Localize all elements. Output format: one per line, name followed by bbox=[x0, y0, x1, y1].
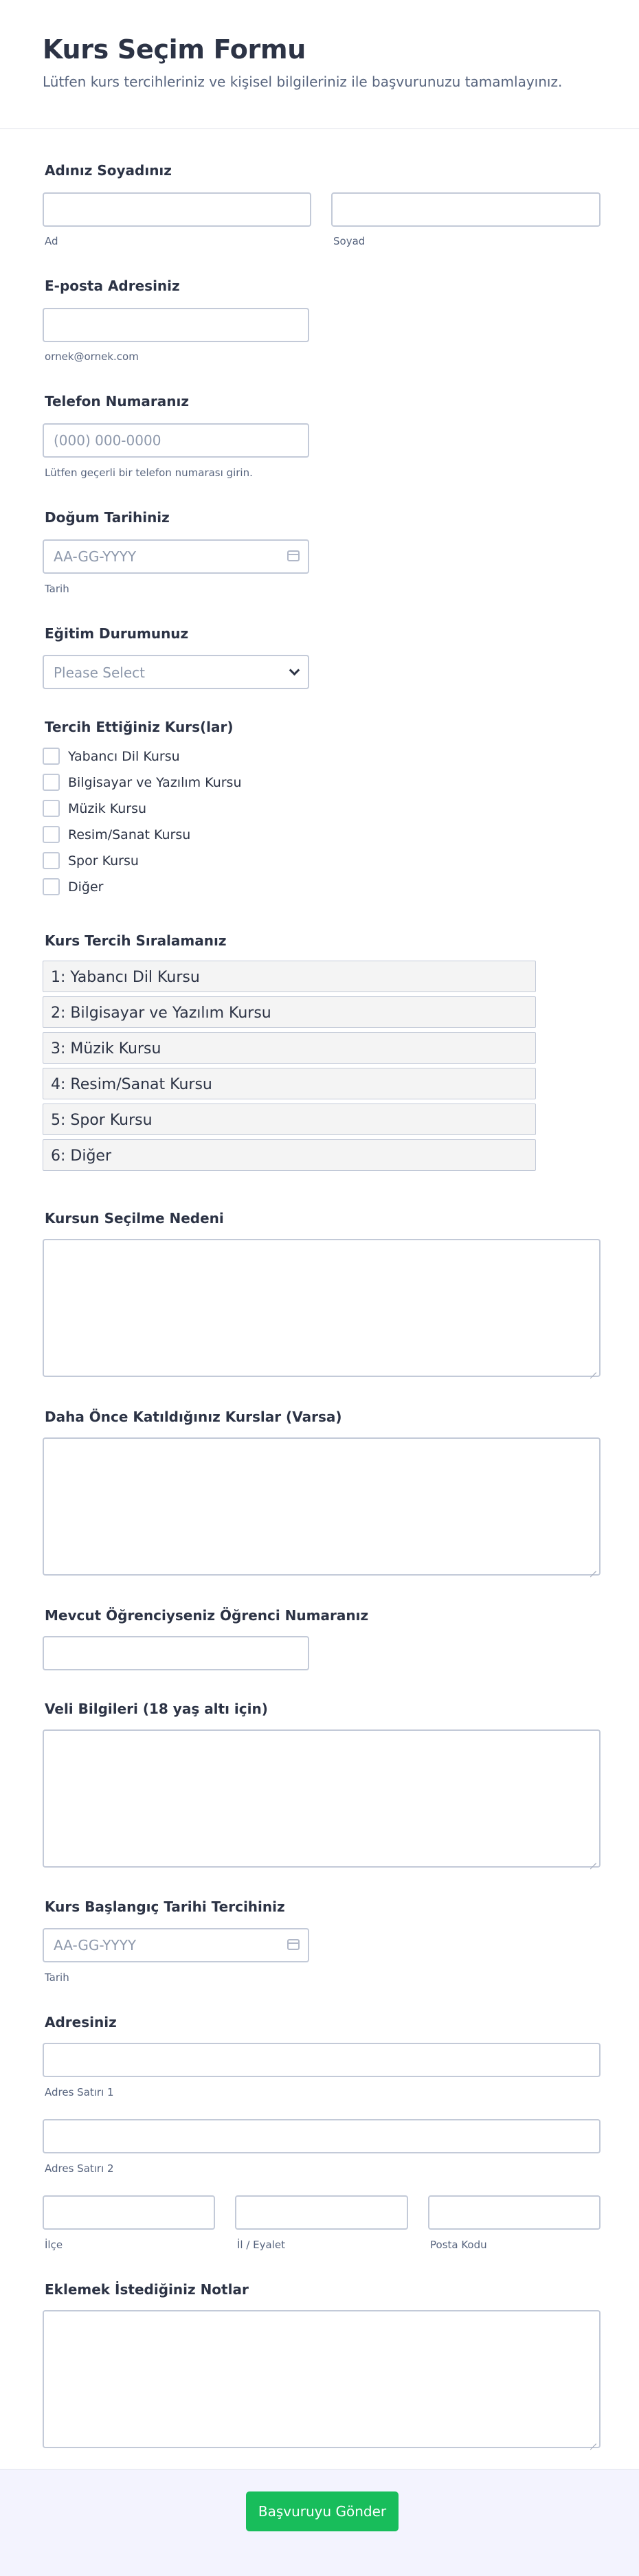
postal-code-input[interactable] bbox=[428, 2195, 601, 2230]
notes-textarea[interactable] bbox=[43, 2310, 601, 2448]
start-date-field bbox=[43, 1928, 309, 1962]
ranking-item[interactable] bbox=[43, 996, 536, 1028]
address-line1-input[interactable] bbox=[43, 2043, 601, 2077]
chevron-down-icon bbox=[289, 665, 300, 676]
ranking-label: Kurs Tercih Sıralamanız bbox=[45, 932, 227, 949]
birth-date-label: Doğum Tarihiniz bbox=[45, 509, 170, 526]
notes-label: Eklemek İstediğiniz Notlar bbox=[45, 2281, 249, 2298]
birth-date-field bbox=[43, 539, 309, 574]
start-date-sublabel: Tarih bbox=[45, 1971, 69, 1984]
form-subtitle: Lütfen kurs tercihleriniz ve kişisel bilgileriniz ile başvurunuzu tamamlayınız. bbox=[43, 74, 563, 90]
parent-info-textarea[interactable] bbox=[43, 1729, 601, 1868]
form-header bbox=[0, 0, 639, 129]
reason-label: Kursun Seçilme Nedeni bbox=[45, 1210, 224, 1227]
course-checkbox[interactable] bbox=[43, 800, 60, 817]
ranking-item-label: 3: Müzik Kursu bbox=[51, 1040, 161, 1057]
ranking-item[interactable] bbox=[43, 1139, 536, 1171]
address-line2-input[interactable] bbox=[43, 2119, 601, 2153]
ranking-item[interactable] bbox=[43, 1104, 536, 1135]
first-name-input[interactable] bbox=[43, 192, 311, 227]
previous-courses-textarea[interactable] bbox=[43, 1437, 601, 1576]
address-line2-sublabel: Adres Satırı 2 bbox=[45, 2162, 114, 2175]
ranking-item[interactable] bbox=[43, 961, 536, 992]
student-number-input[interactable] bbox=[43, 1636, 309, 1670]
phone-label: Telefon Numaranız bbox=[45, 393, 190, 410]
course-checkbox[interactable] bbox=[43, 826, 60, 843]
resize-handle-icon[interactable] bbox=[590, 2437, 596, 2444]
ranking-item[interactable] bbox=[43, 1032, 536, 1064]
course-option-label: Yabancı Dil Kursu bbox=[68, 749, 180, 764]
ranking-item-label: 5: Spor Kursu bbox=[51, 1112, 153, 1129]
calendar-icon[interactable] bbox=[287, 550, 300, 561]
birth-date-sublabel: Tarih bbox=[45, 583, 69, 595]
course-option-label: Spor Kursu bbox=[68, 853, 139, 869]
course-checkbox[interactable] bbox=[43, 748, 60, 765]
address-line1-sublabel: Adres Satırı 1 bbox=[45, 2086, 114, 2098]
previous-courses-label: Daha Önce Katıldığınız Kurslar (Varsa) bbox=[45, 1409, 342, 1425]
phone-input[interactable] bbox=[43, 423, 309, 458]
start-date-label: Kurs Başlangıç Tarihi Tercihiniz bbox=[45, 1899, 285, 1915]
calendar-icon[interactable] bbox=[287, 1939, 300, 1950]
email-sublabel: ornek@ornek.com bbox=[45, 350, 139, 363]
start-date-input[interactable] bbox=[43, 1928, 309, 1962]
course-checkbox[interactable] bbox=[43, 852, 60, 869]
province-input[interactable] bbox=[235, 2195, 408, 2230]
ranking-item-label: 4: Resim/Sanat Kursu bbox=[51, 1076, 212, 1093]
ranking-item-label: 6: Diğer bbox=[51, 1147, 111, 1165]
course-checkbox[interactable] bbox=[43, 878, 60, 895]
birth-date-input[interactable] bbox=[43, 539, 309, 574]
resize-handle-icon[interactable] bbox=[590, 1565, 596, 1571]
education-select[interactable] bbox=[43, 655, 309, 689]
course-checkbox[interactable] bbox=[43, 774, 60, 791]
email-input[interactable] bbox=[43, 308, 309, 342]
phone-sublabel: Lütfen geçerli bir telefon numarası girin. bbox=[45, 467, 253, 479]
email-label: E-posta Adresiniz bbox=[45, 278, 180, 294]
ranking-item-label: 2: Bilgisayar ve Yazılım Kursu bbox=[51, 1005, 271, 1022]
course-option-label: Resim/Sanat Kursu bbox=[68, 827, 191, 842]
education-selected-value: Please Select bbox=[54, 664, 145, 681]
address-label: Adresiniz bbox=[45, 2014, 117, 2030]
last-name-sublabel: Soyad bbox=[333, 235, 366, 247]
ranking-item[interactable] bbox=[43, 1068, 536, 1099]
last-name-input[interactable] bbox=[331, 192, 601, 227]
resize-handle-icon[interactable] bbox=[590, 1366, 596, 1373]
province-sublabel: İl / Eyalet bbox=[237, 2239, 286, 2251]
course-option-label: Bilgisayar ve Yazılım Kursu bbox=[68, 775, 242, 790]
submit-button[interactable]: Başvuruyu Gönder bbox=[246, 2491, 399, 2531]
ranking-item-label: 1: Yabancı Dil Kursu bbox=[51, 969, 200, 986]
resize-handle-icon[interactable] bbox=[590, 1857, 596, 1863]
district-sublabel: İlçe bbox=[45, 2239, 63, 2251]
course-option-label: Müzik Kursu bbox=[68, 801, 147, 816]
form-title: Kurs Seçim Formu bbox=[43, 34, 306, 65]
reason-textarea[interactable] bbox=[43, 1239, 601, 1377]
education-label: Eğitim Durumunuz bbox=[45, 625, 189, 642]
district-input[interactable] bbox=[43, 2195, 215, 2230]
parent-info-label: Veli Bilgileri (18 yaş altı için) bbox=[45, 1701, 268, 1717]
course-option-label: Diğer bbox=[68, 880, 104, 895]
postal-code-sublabel: Posta Kodu bbox=[430, 2239, 487, 2251]
courses-label: Tercih Ettiğiniz Kurs(lar) bbox=[45, 719, 234, 735]
name-label: Adınız Soyadınız bbox=[45, 162, 172, 179]
first-name-sublabel: Ad bbox=[45, 235, 58, 247]
student-number-label: Mevcut Öğrenciyseniz Öğrenci Numaranız bbox=[45, 1607, 369, 1624]
